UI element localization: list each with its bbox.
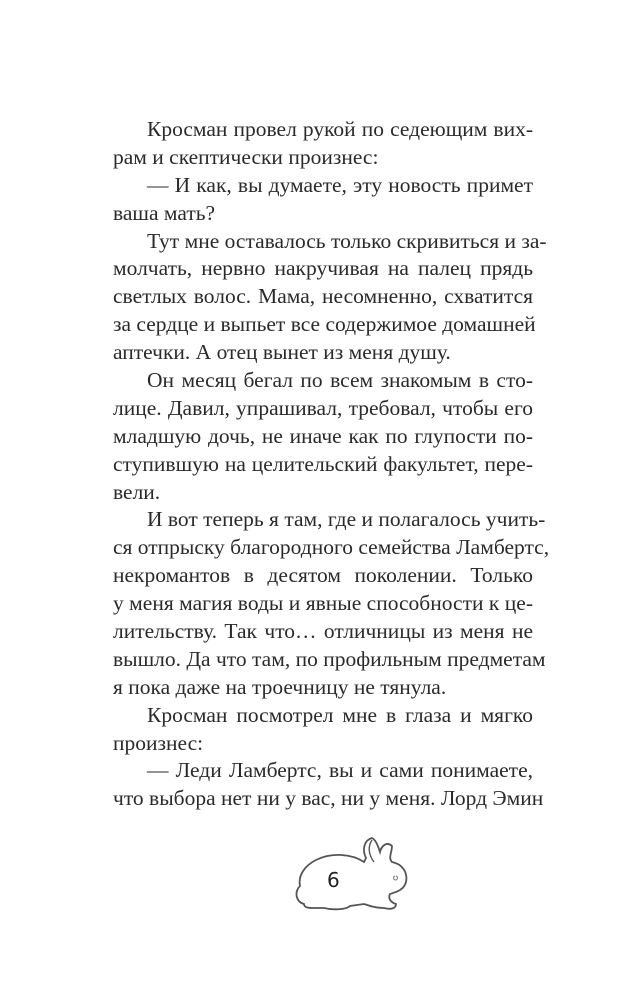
text-line: Он месяц бегал по всем знакомым в сто- bbox=[147, 368, 533, 393]
text-line: вели. bbox=[113, 479, 161, 504]
text-line: за сердце и выпьет все содержимое домашней bbox=[113, 312, 536, 337]
text-line: лице. Давил, упрашивал, требовал, чтобы его bbox=[113, 395, 533, 420]
text-line: — И как, вы думаете, эту новость примет bbox=[147, 172, 533, 197]
text-line: некромантов в десятом поколении. Только bbox=[113, 563, 533, 588]
text-line: Кросман посмотрел мне в глаза и мягко bbox=[147, 702, 533, 727]
text-line: молчать, нервно накручивая на палец прядь bbox=[113, 256, 533, 281]
text-line: Кросман провел рукой по седеющим вих- bbox=[147, 117, 533, 141]
text-line: Тут мне оставалось только скривиться и за- bbox=[147, 228, 547, 253]
text-line: у меня магия воды и явные способности к це- bbox=[113, 591, 533, 616]
text-line: произнес: bbox=[113, 730, 204, 755]
text-line: ступившую на целительский факультет, пере- bbox=[113, 451, 533, 476]
body-text bbox=[113, 116, 550, 813]
text-line: вышло. Да что там, по профильным предметам bbox=[113, 646, 546, 671]
page-number: 6 bbox=[327, 868, 340, 892]
text-line: младшую дочь, не иначе как по глупости по- bbox=[113, 423, 533, 448]
text-line: ваша мать? bbox=[113, 200, 216, 225]
text-line: ся отпрыску благородного семейства Ламбертс, bbox=[113, 535, 550, 560]
text-line: — Леди Ламбертс, вы и сами понимаете, bbox=[147, 758, 533, 783]
text-line: лительству. Так что… отличницы из меня не bbox=[113, 619, 533, 644]
text-line: рам и скептически произнес: bbox=[113, 144, 379, 169]
text-line: светлых волос. Мама, несомненно, схватится bbox=[113, 284, 533, 309]
bunny-icon bbox=[292, 832, 412, 912]
text-line: я пока даже на троечницу не тянула. bbox=[113, 674, 447, 699]
text-line: И вот теперь я там, где и полагалось учить- bbox=[147, 507, 546, 532]
text-line: что выбора нет ни у вас, ни у меня. Лорд Эмин bbox=[113, 786, 544, 811]
text-line: аптечки. А отец вынет из меня душу. bbox=[113, 340, 451, 365]
